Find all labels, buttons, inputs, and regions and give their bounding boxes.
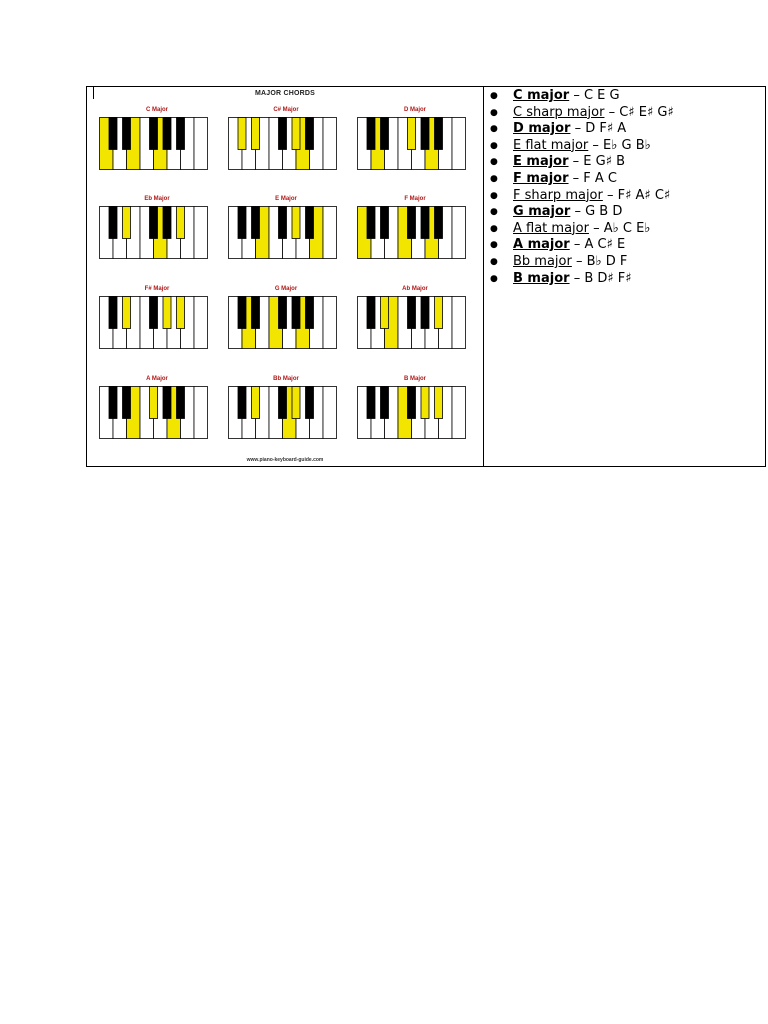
chord-entry [513,271,632,287]
bullet-icon: ● [490,140,498,151]
white-key [194,118,208,170]
keyboard [357,117,467,171]
chord-entry [513,254,627,270]
black-key [163,207,171,239]
black-key [367,387,375,419]
chord-name-link[interactable]: F major [513,170,569,186]
chord-diagram [99,107,215,179]
chord-diagram [99,196,215,268]
chord-diagram [357,196,473,268]
chord-name-link[interactable]: C major [513,88,570,103]
chord-name-link[interactable]: E major [513,154,569,170]
black-key [306,207,314,239]
black-key-highlighted [163,297,171,329]
chart-credit: www.piano-keyboard-guide.com [246,457,324,463]
black-key [279,297,287,329]
chord-name-link[interactable]: G major [513,204,571,220]
bullet-icon: ● [490,273,498,284]
black-key-highlighted [177,297,185,329]
chord-name-link[interactable]: Bb major [513,253,572,269]
chord-diagram [99,376,215,448]
black-key [435,207,443,239]
chord-notes: – G B D [570,204,623,220]
chord-name: G Major [274,286,298,292]
black-key [279,207,287,239]
black-key [408,387,416,419]
black-key-highlighted [435,387,443,419]
black-key-highlighted [381,297,389,329]
keyboard [228,206,338,260]
black-key-highlighted [292,387,300,419]
black-key-highlighted [123,297,131,329]
white-key [323,387,337,439]
black-key [177,387,185,419]
bullet-icon: ● [490,207,498,218]
chord-name-link[interactable]: A flat major [513,220,589,236]
chord-name: Eb Major [144,196,170,202]
chord-entry [513,138,651,154]
chord-entry [513,121,626,137]
black-key-highlighted [252,118,260,150]
keyboard [357,296,467,350]
white-key [323,207,337,259]
black-key [367,297,375,329]
bullet-icon: ● [490,256,498,267]
black-key [252,207,260,239]
chord-diagram [357,286,473,358]
chord-notes: – D F♯ A [570,121,627,137]
black-key-highlighted [177,207,185,239]
black-key [367,118,375,150]
black-key-highlighted [408,118,416,150]
black-key [381,387,389,419]
chord-notes: – C E G [569,88,620,103]
black-key [381,118,389,150]
white-key [452,387,466,439]
black-key [109,118,117,150]
black-key [163,387,171,419]
chord-name: F Major [404,196,426,202]
keyboard [99,386,209,440]
chord-diagram [357,376,473,448]
chord-name-link[interactable]: A major [513,237,570,253]
white-key [323,118,337,170]
keyboard [228,386,338,440]
chord-name: C Major [145,107,168,113]
black-key-highlighted [292,207,300,239]
chord-entry [513,88,620,104]
chord-name: Bb Major [273,376,299,382]
black-key-highlighted [123,207,131,239]
black-key [238,297,246,329]
chord-notes: – C♯ E♯ G♯ [604,104,674,120]
keyboard [228,117,338,171]
chord-entry [513,204,622,220]
black-key-highlighted [435,297,443,329]
keyboard [99,296,209,350]
chord-diagram [99,286,215,358]
black-key [238,207,246,239]
black-key [109,207,117,239]
black-key [306,118,314,150]
chord-name: Ab Major [402,286,428,292]
chord-diagram [357,107,473,179]
black-key [381,207,389,239]
chord-entry [513,221,650,237]
chart-cell [87,87,484,466]
black-key [163,118,171,150]
black-key [279,387,287,419]
document-table [86,86,766,467]
white-key [194,297,208,349]
bullet-icon: ● [490,223,498,234]
chord-notes: – B♭ D F [571,253,628,269]
chart-title: MAJOR CHORDS [255,90,315,97]
black-key [252,297,260,329]
black-key [408,207,416,239]
list-cell [484,87,765,466]
black-key [306,297,314,329]
black-key [150,118,158,150]
chord-name-link[interactable]: F sharp major [513,187,603,203]
chord-entry [513,188,670,204]
black-key [421,207,429,239]
chord-notes: – A C♯ E [569,237,626,253]
chord-entry [513,105,674,121]
chord-name: E Major [275,196,297,202]
chord-diagram [228,107,344,179]
white-key [194,207,208,259]
black-key-highlighted [150,387,158,419]
chord-name: C# Major [273,107,299,113]
bullet-icon: ● [490,124,498,135]
chord-name-link[interactable]: C sharp major [513,104,605,120]
black-key [306,387,314,419]
white-key [194,387,208,439]
black-key [109,387,117,419]
chord-name: F# Major [144,286,170,292]
black-key-highlighted [292,118,300,150]
black-key [292,297,300,329]
keyboard [357,206,467,260]
chord-notes: – B D♯ F♯ [569,270,632,286]
chord-diagram [228,286,344,358]
keyboard [228,296,338,350]
black-key [150,207,158,239]
black-key [109,297,117,329]
chord-entry [513,154,625,170]
black-key-highlighted [238,118,246,150]
black-key [421,297,429,329]
black-key [421,118,429,150]
white-key [452,118,466,170]
bullet-icon: ● [490,190,498,201]
chord-diagram [228,196,344,268]
black-key [238,387,246,419]
major-chords-chart-image [87,87,483,466]
black-key [123,118,131,150]
chord-name-link[interactable]: B major [513,270,570,286]
chord-entry [513,171,617,187]
black-key [123,387,131,419]
keyboard [99,206,209,260]
black-key-highlighted [421,387,429,419]
black-key [435,118,443,150]
chord-notes: – F A C [568,170,618,186]
bullet-icon: ● [490,173,498,184]
white-key [452,297,466,349]
black-key [408,297,416,329]
bullet-icon: ● [490,157,498,168]
bullet-icon: ● [490,91,498,101]
bullet-icon: ● [490,107,498,118]
chord-entry [513,237,625,253]
keyboard [357,386,467,440]
black-key-highlighted [252,387,260,419]
chord-name: D Major [403,107,426,113]
bullet-icon: ● [490,240,498,251]
chord-name: A Major [146,376,168,382]
keyboard [99,117,209,171]
black-key [367,207,375,239]
black-key [177,118,185,150]
white-key [452,207,466,259]
chord-notes: – A♭ C E♭ [588,220,651,236]
chord-diagram [228,376,344,448]
chord-name-link[interactable]: D major [513,121,571,137]
chord-name-link[interactable]: E flat major [513,137,589,153]
white-key [323,297,337,349]
chord-notes: – F♯ A♯ C♯ [602,187,671,203]
chord-notes: – E G♯ B [568,154,626,170]
chord-notes: – E♭ G B♭ [588,137,651,153]
chord-name: B Major [403,376,426,382]
black-key [279,118,287,150]
black-key [150,297,158,329]
